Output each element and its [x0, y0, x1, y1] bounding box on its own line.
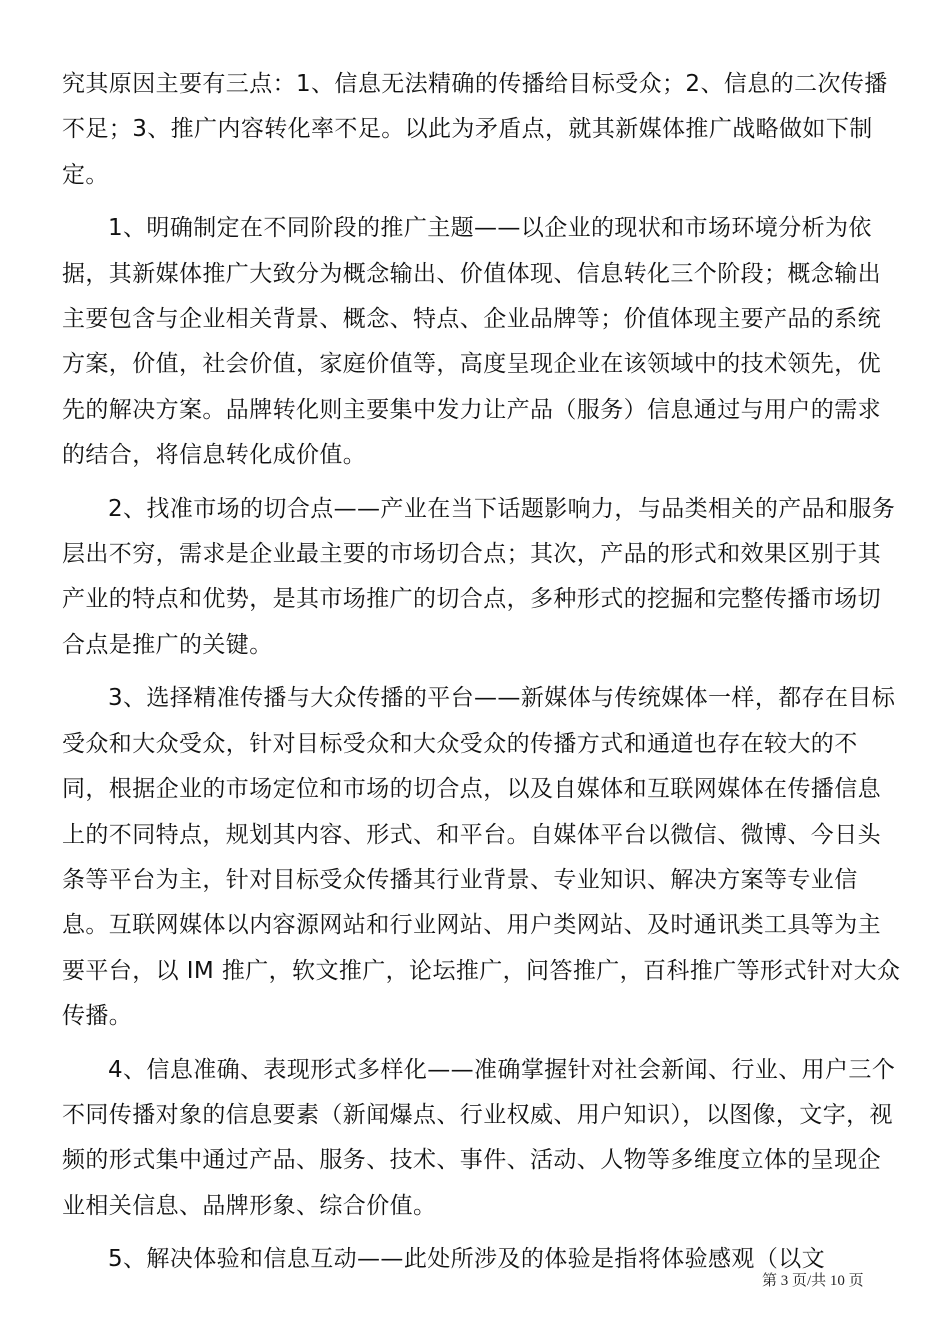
paragraph-point-3: 3、选择精准传播与大众传播的平台——新媒体与传统媒体一样，都存在目标受众和大众受众，针对目标受众和大众受众的传播方式和通道也存在较大的不同，根据企业的市场定位和市场的切合点，以及自媒体和互联网媒体在传播信息上的不同特点，规划其内容、形式、和平台。自媒体平台以微信、微博、今日头条等平台为主，针对目标受众传播其行业背景、专业知识、解决方案等专业信息。互联网媒体以内容源网站和行业网站、用户类网站、及时通讯类工具等为主要平台，以 IM 推广，软文推广，论坛推广，问答推广，百科推广等形式针对大众传播。 — [62, 685, 901, 1030]
page-number: 第 3 页/共 10 页 — [762, 1273, 864, 1289]
paragraph-point-1: 1、明确制定在不同阶段的推广主题——以企业的现状和市场环境分析为依据，其新媒体推广大致分为概念输出、价值体现、信息转化三个阶段；概念输出主要包含与企业相关背景、概念、特点、企业品牌等；价值体现主要产品的系统方案，价值，社会价值，家庭价值等，高度呈现企业在该领域中的技术领先，优先的解决方案。品牌转化则主要集中发力让产品（服务）信息通过与用户的需求的结合，将信息转化成价值。 — [62, 215, 881, 469]
paragraph-point-5: 5、解决体验和信息互动——此处所涉及的体验是指将体验感观（以文 — [108, 1246, 826, 1273]
paragraph-point-4: 4、信息准确、表现形式多样化——准确掌握针对社会新闻、行业、用户三个不同传播对象的信息要素（新闻爆点、行业权威、用户知识），以图像，文字，视频的形式集中通过产品、服务、技术、事件、活动、人物等多维度立体的呈现企业相关信息、品牌形象、综合价值。 — [62, 1056, 896, 1219]
paragraph-intro: 究其原因主要有三点：1、信息无法精确的传播给目标受众；2、信息的二次传播不足；3、推广内容转化率不足。以此为矛盾点，就其新媒体推广战略做如下制定。 — [62, 71, 888, 188]
paragraph-point-2: 2、找准市场的切合点——产业在当下话题影响力，与品类相关的产品和服务层出不穷，需求是企业最主要的市场切合点；其次，产品的形式和效果区别于其产业的特点和优势，是其市场推广的切合点，多种形式的挖掘和完整传播市场切合点是推广的关键。 — [62, 495, 896, 658]
document-body — [62, 62, 902, 1291]
